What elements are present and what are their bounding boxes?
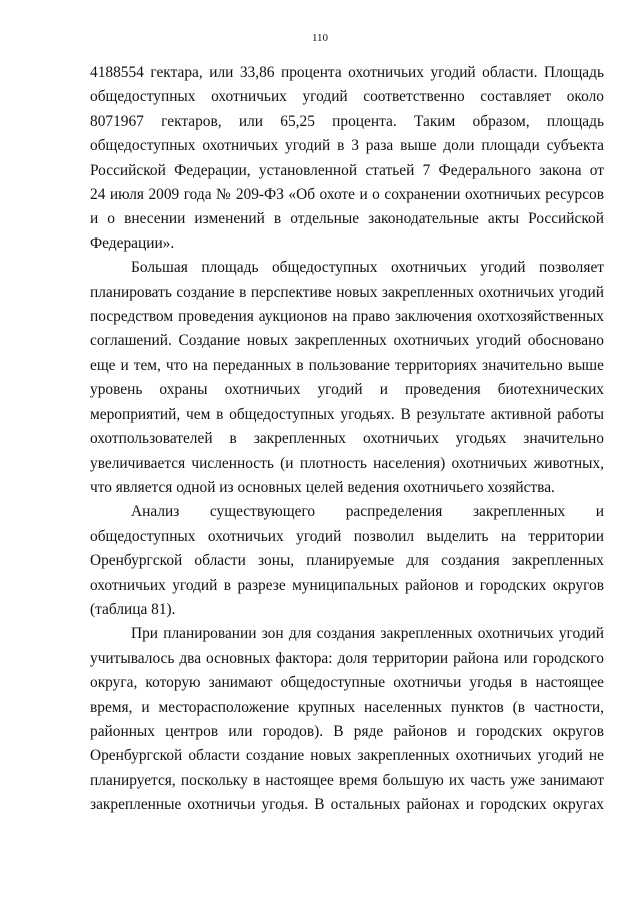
text-line: округа, которую занимают общедоступные охотничьи угодья в настоящее xyxy=(90,674,604,692)
paragraph-3 xyxy=(90,500,604,622)
text-line: При планировании зон для создания закрепленных охотничьих угодий xyxy=(131,625,604,643)
paragraph-4 xyxy=(90,622,604,817)
text-line: общедоступных охотничьих угодий в 3 раза выше доли площади субъекта xyxy=(90,137,604,155)
text-line: планировать создание в перспективе новых закрепленных охотничьих угодий xyxy=(90,283,604,301)
paragraph-2 xyxy=(90,256,604,500)
text-line: Анализ существующего распределения закрепленных и xyxy=(131,503,604,521)
text-line: Большая площадь общедоступных охотничьих угодий позволяет xyxy=(131,259,604,277)
text-line: увеличивается численность (и плотность населения) охотничьих животных, xyxy=(90,454,604,472)
text-line: (таблица 81). xyxy=(90,600,176,618)
text-line: соглашений. Создание новых закрепленных охотничьих угодий обосновано xyxy=(90,332,604,350)
text-line: планируется, поскольку в настоящее время большую их часть уже занимают xyxy=(90,771,604,789)
text-line: общедоступных охотничьих угодий соответственно составляет около xyxy=(90,88,604,106)
text-line: районных центров или городов). В ряде районов и городских округов xyxy=(90,722,604,740)
text-line: Оренбургской области зоны, планируемые для создания закрепленных xyxy=(90,552,604,570)
text-line: 24 июля 2009 года № 209-ФЗ «Об охоте и о сохранении охотничьих ресурсов xyxy=(90,186,604,204)
text-line: что является одной из основных целей ведения охотничьего хозяйства. xyxy=(90,478,555,496)
text-line: охотничьих угодий в разрезе муниципальных районов и городских округов xyxy=(90,576,604,594)
text-line: мероприятий, чем в общедоступных угодьях. В результате активной работы xyxy=(90,405,604,423)
body-text xyxy=(90,61,604,818)
text-line: посредством проведения аукционов на право заключения охотхозяйственных xyxy=(90,308,604,326)
text-line: учитывалось два основных фактора: доля территории района или городского xyxy=(90,649,604,667)
text-line: 4188554 гектара, или 33,86 процента охотничьих угодий области. Площадь xyxy=(90,64,604,81)
text-line: Оренбургской области создание новых закрепленных охотничьих угодий не xyxy=(90,747,604,765)
text-line: общедоступных охотничьих угодий позволил выделить на территории xyxy=(90,527,604,545)
text-line: Федерации». xyxy=(90,234,175,252)
page-number: 110 xyxy=(311,32,329,44)
text-line: 8071967 гектаров, или 65,25 процента. Таким образом, площадь xyxy=(90,112,604,130)
text-line: охотпользователей в закрепленных охотничьих угодьях значительно xyxy=(90,430,604,448)
paragraph-1 xyxy=(90,61,604,256)
text-line: время, и месторасположение крупных населенных пунктов (в частности, xyxy=(90,698,604,716)
text-line: закрепленные охотничьи угодья. В остальных районах и городских округах xyxy=(90,796,604,814)
text-line: уровень охраны охотничьих угодий и проведения биотехнических xyxy=(90,381,604,399)
text-line: Российской Федерации, установленной статьей 7 Федерального закона от xyxy=(90,161,604,179)
text-line: и о внесении изменений в отдельные законодательные акты Российской xyxy=(90,210,604,228)
text-line: еще и тем, что на переданных в пользование территориях значительно выше xyxy=(90,356,604,374)
